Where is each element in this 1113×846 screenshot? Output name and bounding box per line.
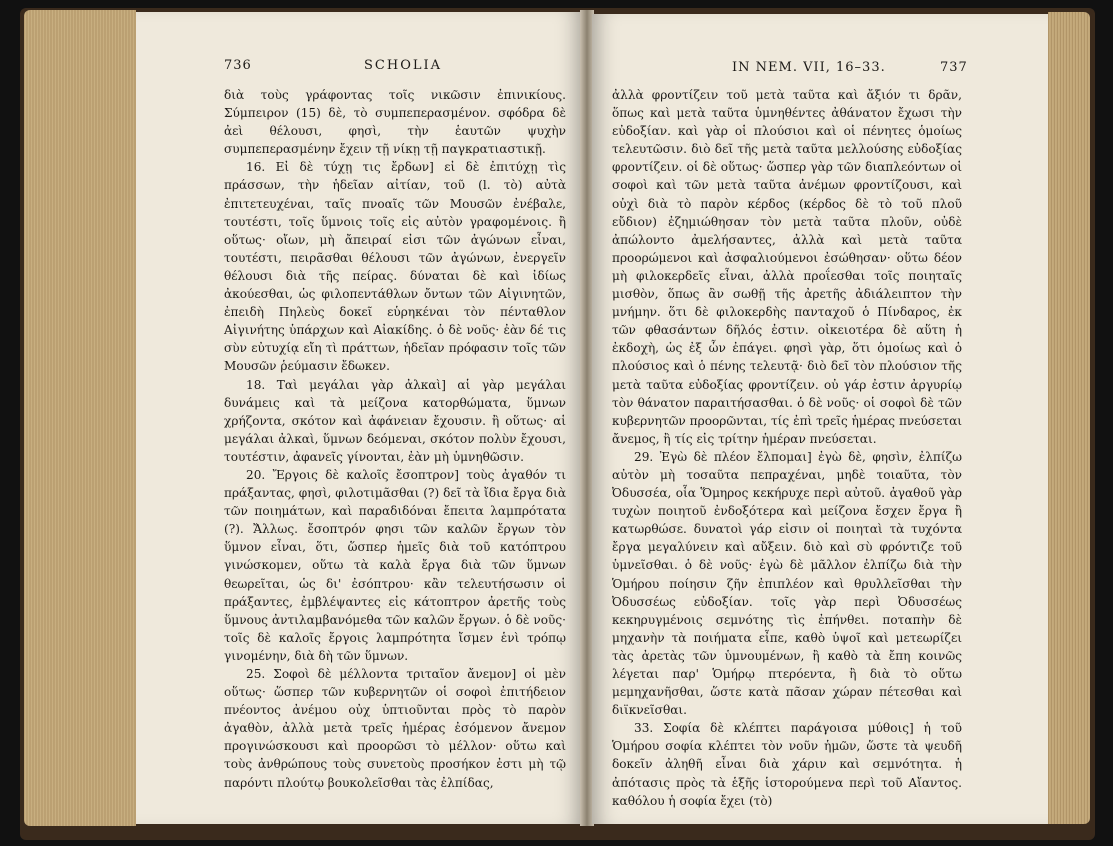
right-page-edges xyxy=(1048,12,1090,824)
paragraph: 25. Σοφοὶ δὲ μέλλοντα τριταῖον ἄνεμον] οἱ μὲν οὕτως· ὥσπερ τῶν κυβερνητῶν οἱ σοφοὶ ἐπιτήδειον πνέοντος ἀνέμου οὐχ ὑπτιοῦνται πρὸς τὸ παρὸν ἀγαθὸν, ἀλλὰ μετὰ τρεῖς ἡμέρας ἐσόμενον ἄνεμον προγινώσκουσι καὶ προορῶσι τὸ μέλλον· οὕτω καὶ τοὺς ἀνθρώπους τοὺς συνετοὺς προσήκον ἐστι μὴ τῷ παρόντι πλούτῳ βουκολεῖσθαι τὰς ἐλπίδας, xyxy=(224,667,566,790)
paragraph: διὰ τοὺς γράφοντας τοῖς νικῶσιν ἐπινικίους. Σύμπειρον (15) δὲ, τὸ συμπεπερασμένον. σφόδρα δὲ ἀεὶ θέλουσι, φησὶ, τὴν ἑαυτῶν ψυχὴν συμπεπερασμένην ἔχειν τῇ νίκῃ τῇ παγκρατιαστικῇ. xyxy=(224,88,566,157)
running-head: IN NEM. VII, 16–33. xyxy=(732,60,886,75)
paragraph: 33. Σοφία δὲ κλέπτει παράγοισα μύθοις] ἡ τοῦ Ὁμήρου σοφία κλέπτει τὸν νοῦν ἡμῶν, ὥστε τὰ ψευδῆ δοκεῖν ἀληθῆ εἶναι διὰ χάριν καὶ σεμνότητα. ἡ ἀπότασις πρὸς τὰ ἑξῆς ἱστορούμενα περὶ τοῦ Αἴαντος. καθόλου ἡ σοφία ἔχει (τὸ) xyxy=(612,721,962,808)
page-number: 737 xyxy=(940,60,968,75)
left-page xyxy=(136,12,582,824)
paragraph: 18. Ταὶ μεγάλαι γὰρ ἀλκαὶ] αἱ γὰρ μεγάλαι δυνάμεις καὶ τὰ μείζονα κατορθώματα, ὕμνων χρήζοντα, σκότον καὶ ἀφάνειαν ἔχουσιν. ἢ οὕτως· αἱ μεγάλαι ἀλκαὶ, ὕμνων δεόμεναι, σκότον πολὺν ἔχουσι, τουτέστιν, ἀφανεῖς γίνονται, ἐὰν μὴ ὑμνηθῶσιν. xyxy=(224,377,566,464)
left-page-edges xyxy=(24,10,136,826)
paragraph: 20. Ἔργοις δὲ καλοῖς ἔσοπτρον] τοὺς ἀγαθόν τι πράξαντας, φησὶ, φιλοτιμᾶσθαι (?) δεῖ τὰ ἴδια ἔργα διὰ τῶν ποιημάτων, καὶ παραδιδόναι ἔπειτα λαμπρότατα (?). Ἄλλως. ἔσοπτρόν φησι τῶν καλῶν ἔργων τὸν ὕμνον εἶναι, ὅτι, ὥσπερ ἡμεῖς διὰ τοῦ κατόπτρου γινώσκομεν, οὕτω τὰ καλὰ ἔργα διὰ τῶν ὕμνων θεωρεῖται, ὡς δι' ἐσόπτρου· κἂν τελευτήσωσιν οἱ πράξαντες, ἐμβλέψαντες εἰς κάτοπτρον ἀρετῆς τοὺς ὕμνους ἀντιλαμβανόμεθα τῶν καλῶν ἔργων. ὁ δὲ νοῦς· τοῖς δὲ καλοῖς ἔργοις λαμπρότητα ἴσμεν ἑνὶ τρόπῳ γινομένην, διὰ δὴ τῶν ὕμνων. xyxy=(224,467,566,663)
page-number: 736 xyxy=(224,58,252,73)
right-page xyxy=(592,14,1048,824)
page-text xyxy=(612,86,962,810)
page-text xyxy=(224,86,566,792)
paragraph: 16. Εἰ δὲ τύχῃ τις ἔρδων] εἰ δὲ ἐπιτύχῃ τὶς πράσσων, τὴν ἡδεῖαν αἰτίαν, τοῦ (l. τὸ) αὐτὰ ἐπιτετευχέναι, ταῖς πνοαῖς τῶν Μουσῶν ἐνέβαλε, τουτέστι, τοῖς ὕμνοις τοῖς εἰς αὐτὸν γραφομένοις. ἢ οὕτως· οἴων, μὴ ἄπειραί εἰσι τῶν ἀγώνων εἶναι, τουτέστι, πειρᾶσθαι θέλουσι τῶν ἀγώνων, ἐνεργεῖν θέλουσι διὰ τῆς πείρας. δύναται δὲ καὶ ἰδίως ἀκούεσθαι, ὡς φιλοπεντάθλων ὄντων τῶν Αἰγινητῶν, ἐπειδὴ Πηλεὺς δοκεῖ εὑρηκέναι τὸν πένταθλον Αἰγινήτης ὑπάρχων καὶ Αἰακίδης. ὁ δὲ νοῦς· ἐὰν δέ τις σὺν εὐτυχίᾳ εἴη τὶ πράττων, ἡδεῖαν πρόφασιν τοῖς τῶν Μουσῶν ῥεύμασιν ἔδωκεν. xyxy=(224,160,566,374)
running-head: SCHOLIA xyxy=(364,58,443,73)
paragraph: ἀλλὰ φροντίζειν τοῦ μετὰ ταῦτα καὶ ἄξιόν τι δρᾶν, ὅπως καὶ μετὰ ταῦτα ὑμνηθέντες ἀθάνατον ἔχωσι τὴν εὐδοξίαν. καὶ γὰρ οἱ πλούσιοι καὶ οἱ πένητες ὁμοίως τελευτῶσιν. διὸ δεῖ τῆς μετὰ ταῦτα μελλούσης εὐδοξίας φροντίζειν. οἱ δὲ οὕτως· ὥσπερ γὰρ τῶν διαπλεόντων οἱ σοφοὶ καὶ τῶν μετὰ ταῦτα ἀνέμων φροντίζουσι, καὶ οὐχὶ διὰ τὸ παρὸν κέρδος (κέρδος δὲ τὸ τοῦ πλοῦ εὔδιον) ἐζημιώθησαν τὸν μετὰ ταῦτα πλοῦν, οὐδὲ ἀπώλοντο ἀμελήσαντες, ἀλλὰ καὶ μετὰ ταῦτα προορώμενοι καὶ ἀσφαλιούμενοι ἐσώθησαν· οὕτω δέον μὴ φιλοκερδεῖς εἶναι, ἀλλὰ προΐεσθαι τοῖς ποιηταῖς μισθὸν, ὅπως ἂν σωθῇ τῆς ἀρετῆς ἀδιάλειπτον τὴν μνήμην. ὅτι δὲ φιλοκερδὴς πανταχοῦ ὁ Πίνδαρος, ἐκ τῶν φθασάντων δῆλός ἐστιν. οἰκειοτέρα δὲ αὕτη ἡ ἐκδοχὴ, ὡς ἐξ ὧν ἐπάγει. φησὶ γὰρ, ὅτι ὁμοίως καὶ ὁ πλούσιος καὶ ὁ πένης τελευτᾷ· διὸ δεῖ τὸν πλούσιον τῆς μετὰ ταῦτα εὐδοξίας φροντίζειν. οὐ γάρ ἐστιν ἀργυρίῳ τὸν θάνατον παραιτήσασθαι. ὁ δὲ νοῦς· οἱ σοφοὶ δὲ τῶν κυβερνητῶν προορῶνται, τίς ἐπὶ τρεῖς ἡμέρας πνεύσεται ἄνεμος, ἢ τίς εἰς τρίτην ἡμέραν πνεύσεται. xyxy=(612,88,962,446)
paragraph: 29. Ἐγὼ δὲ πλέον ἔλπομαι] ἐγὼ δὲ, φησὶν, ἐλπίζω αὐτὸν μὴ τοσαῦτα πεπραχέναι, μηδὲ τοιαῦτα, τὸν Ὀδυσσέα, οἷα Ὅμηρος κεκήρυχε περὶ αὐτοῦ. ἀγαθοῦ γὰρ τυχὼν ποιητοῦ ἐνδοξότερα καὶ μείζονα ἔσχεν ἔργα ἢ κατωρθώσε. δυνατοὶ γάρ εἰσιν οἱ ποιηταὶ τὰ τυχόντα ἔργα μεγαλύνειν καὶ αὔξειν. διὸ καὶ σὺ φρόντιζε τοῦ ὑμνεῖσθαι. ὁ δὲ νοῦς· ἐγὼ δὲ μᾶλλον ἐλπίζω διὰ τὴν Ὁμήρου ποίησιν ζῆν ἐπιπλέον καὶ θρυλλεῖσθαι τὴν Ὀδυσσέως εὐδοξίαν. τοῖς γὰρ περὶ Ὀδυσσέως κεκηρυγμένοις σεμνότης τὶς ἐπήνθει. ποταπὴν δὲ μηχανὴν τὰ ποιήματα εἶπε, καθὸ ὑψοῖ καὶ μετεωρίζει τὰς ἀρετὰς τῶν ὑμνουμένων, ἢ καθὸ τὰ ἔπη κοινῶς λέγεται παρ' Ὁμήρῳ πτερόεντα, ἢ διὰ τὸ οὕτω μεμηχανῆσθαι, ὥστε κατὰ πᾶσαν χώραν πέτεσθαι καὶ διϊκνεῖσθαι. xyxy=(612,449,962,718)
